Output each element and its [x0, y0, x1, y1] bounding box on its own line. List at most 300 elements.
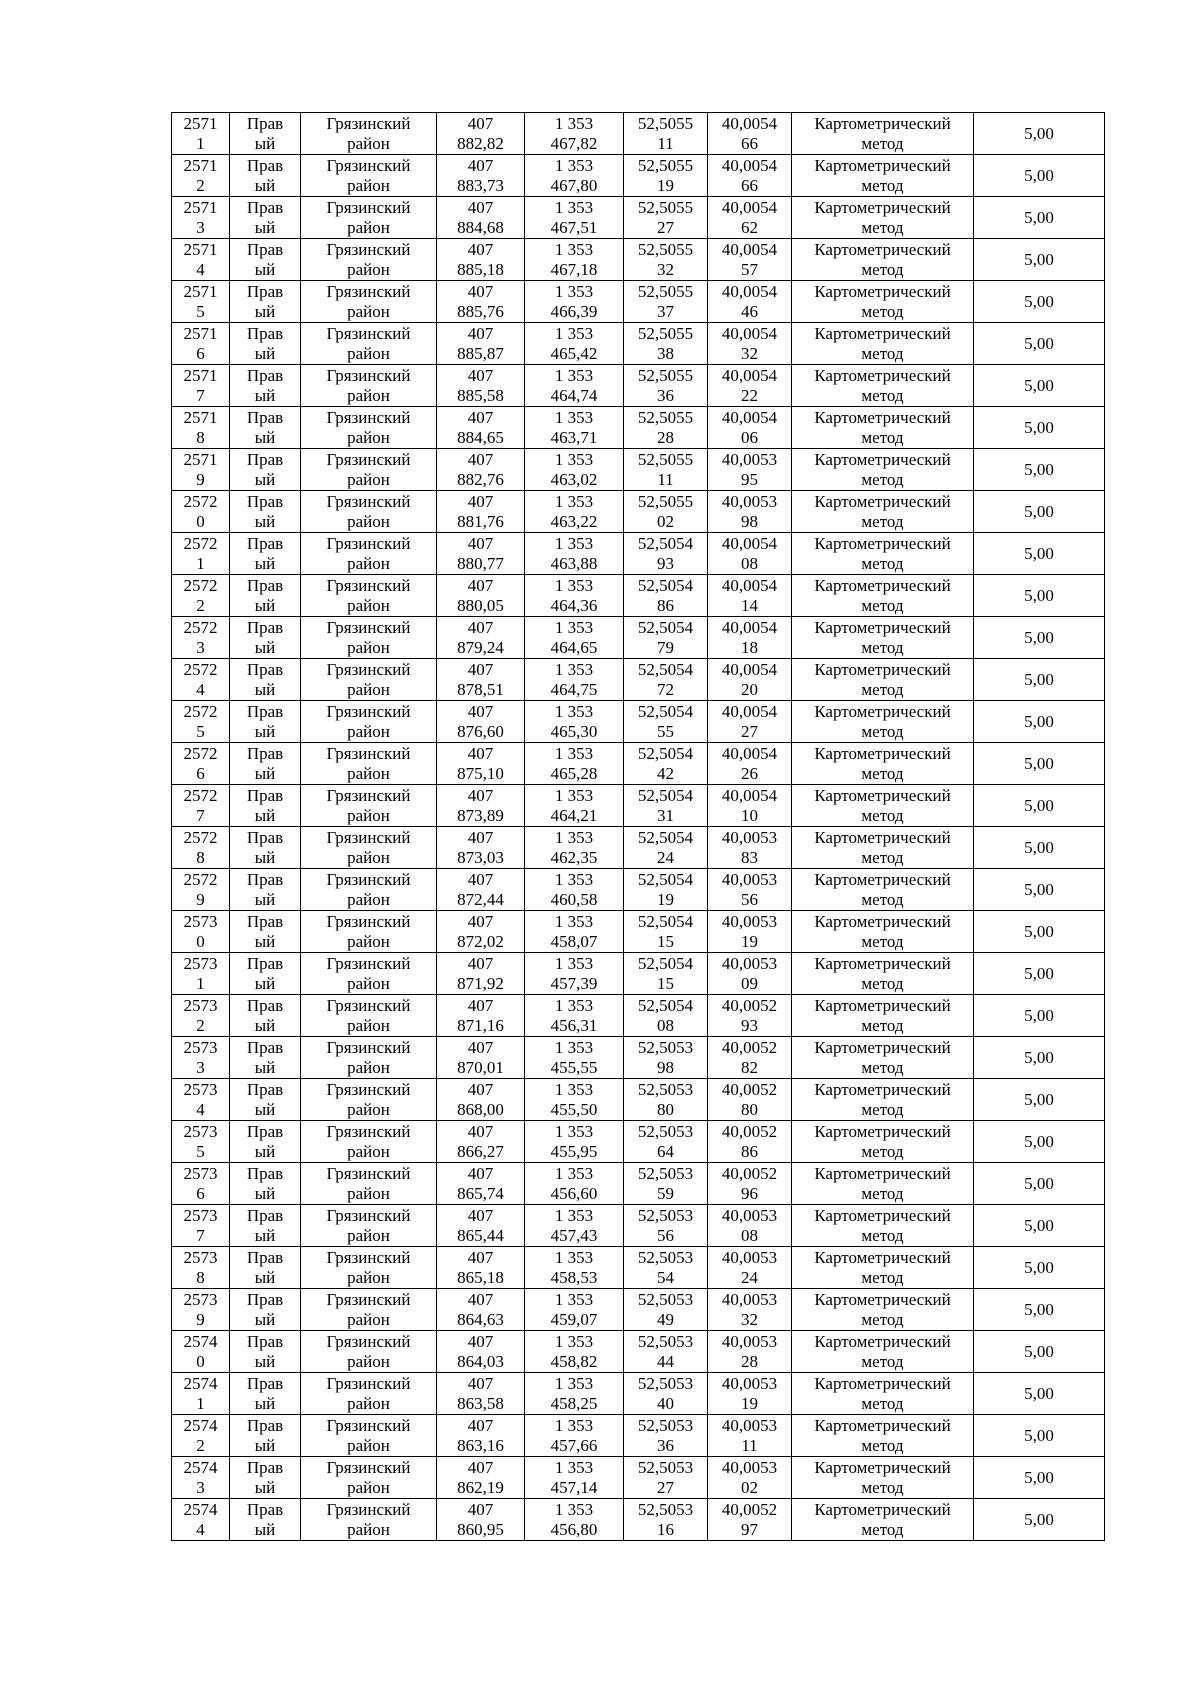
coord-y-cell-line: 457,43: [550, 1225, 598, 1245]
point-number-cell-line: 2571: [183, 113, 218, 133]
coord-x-cell-line: 870,01: [457, 1057, 504, 1077]
point-number-cell: [172, 323, 230, 365]
accuracy-cell-text: 5,00: [1024, 1005, 1054, 1025]
point-number-cell-line: 1: [196, 133, 205, 153]
accuracy-cell: [974, 1121, 1105, 1163]
coord-x-cell: [437, 113, 525, 155]
point-number-cell-line: 2572: [183, 743, 218, 763]
coord-x-cell: [437, 1163, 525, 1205]
point-number-cell: [172, 281, 230, 323]
longitude-cell: [708, 491, 792, 533]
coord-y-cell: [525, 197, 624, 239]
bank-side-cell-line: ый: [254, 1183, 276, 1203]
latitude-cell: [624, 701, 708, 743]
method-cell-line: метод: [861, 259, 904, 279]
district-cell: [301, 155, 437, 197]
bank-side-cell-line: ый: [254, 847, 276, 867]
coord-x-cell-line: 865,18: [457, 1267, 504, 1287]
district-cell: [301, 869, 437, 911]
district-cell: [301, 365, 437, 407]
point-number-cell-line: 2573: [183, 911, 218, 931]
district-cell: [301, 953, 437, 995]
latitude-cell-line: 59: [657, 1183, 674, 1203]
accuracy-cell: [974, 113, 1105, 155]
district-cell-line: Грязинский: [326, 449, 411, 469]
method-cell-line: Картометрический: [814, 911, 951, 931]
longitude-cell: [708, 1037, 792, 1079]
accuracy-cell: [974, 1289, 1105, 1331]
coord-y-cell-line: 467,80: [550, 175, 598, 195]
latitude-cell-line: 52,5055: [637, 113, 694, 133]
coord-y-cell: [525, 281, 624, 323]
point-number-cell: [172, 827, 230, 869]
coord-x-cell-line: 407: [467, 1121, 494, 1141]
method-cell-line: метод: [861, 511, 904, 531]
method-cell-line: Картометрический: [814, 995, 951, 1015]
bank-side-cell-line: ый: [254, 931, 276, 951]
district-cell-line: Грязинский: [326, 575, 411, 595]
district-cell-line: район: [347, 1519, 390, 1539]
point-number-cell-line: 2: [196, 1015, 205, 1035]
coord-y-cell-line: 1 353: [554, 155, 594, 175]
bank-side-cell-line: ый: [254, 1141, 276, 1161]
bank-side-cell: [230, 1457, 301, 1499]
district-cell-line: Грязинский: [326, 407, 411, 427]
district-cell: [301, 701, 437, 743]
coord-x-cell-line: 885,87: [457, 343, 504, 363]
point-number-cell: [172, 659, 230, 701]
method-cell-line: метод: [861, 973, 904, 993]
district-cell: [301, 1331, 437, 1373]
coord-y-cell: [525, 1205, 624, 1247]
method-cell-line: Картометрический: [814, 953, 951, 973]
district-cell-line: Грязинский: [326, 491, 411, 511]
coord-y-cell: [525, 911, 624, 953]
bank-side-cell-line: Прав: [246, 617, 284, 637]
point-number-cell-line: 5: [196, 301, 205, 321]
bank-side-cell-line: ый: [254, 595, 276, 615]
latitude-cell-line: 52,5054: [637, 743, 694, 763]
bank-side-cell: [230, 617, 301, 659]
coord-x-cell-line: 881,76: [457, 511, 504, 531]
table-row: [172, 1457, 1105, 1499]
point-number-cell-line: 2: [196, 175, 205, 195]
coord-y-cell: [525, 659, 624, 701]
method-cell-line: Картометрический: [814, 1289, 951, 1309]
method-cell-line: Картометрический: [814, 113, 951, 133]
accuracy-cell: [974, 197, 1105, 239]
latitude-cell-line: 49: [657, 1309, 674, 1329]
accuracy-cell-text: 5,00: [1024, 459, 1054, 479]
method-cell-line: метод: [861, 1393, 904, 1413]
longitude-cell-line: 40,0052: [721, 1037, 778, 1057]
point-number-cell-line: 9: [196, 889, 205, 909]
accuracy-cell-text: 5,00: [1024, 1425, 1054, 1445]
accuracy-cell: [974, 1247, 1105, 1289]
longitude-cell: [708, 659, 792, 701]
latitude-cell-line: 44: [657, 1351, 674, 1371]
coord-y-cell-line: 1 353: [554, 1121, 594, 1141]
latitude-cell-line: 42: [657, 763, 674, 783]
coord-x-cell-line: 873,89: [457, 805, 504, 825]
point-number-cell-line: 8: [196, 1267, 205, 1287]
bank-side-cell: [230, 1247, 301, 1289]
method-cell-line: Картометрический: [814, 365, 951, 385]
accuracy-cell-text: 5,00: [1024, 921, 1054, 941]
coord-x-cell-line: 868,00: [457, 1099, 504, 1119]
coord-y-cell: [525, 449, 624, 491]
coord-x-cell: [437, 197, 525, 239]
longitude-cell: [708, 827, 792, 869]
point-number-cell: [172, 869, 230, 911]
coord-y-cell: [525, 491, 624, 533]
coord-x-cell-line: 407: [467, 1415, 494, 1435]
accuracy-cell-text: 5,00: [1024, 291, 1054, 311]
coord-y-cell: [525, 869, 624, 911]
latitude-cell-line: 52,5054: [637, 575, 694, 595]
bank-side-cell: [230, 1163, 301, 1205]
bank-side-cell-line: ый: [254, 1519, 276, 1539]
method-cell-line: Картометрический: [814, 239, 951, 259]
longitude-cell-line: 40,0054: [721, 365, 778, 385]
district-cell-line: район: [347, 1477, 390, 1497]
district-cell-line: район: [347, 259, 390, 279]
longitude-cell-line: 28: [741, 1351, 758, 1371]
method-cell: [792, 785, 974, 827]
method-cell-line: Картометрический: [814, 1205, 951, 1225]
district-cell-line: Грязинский: [326, 785, 411, 805]
latitude-cell-line: 52,5054: [637, 785, 694, 805]
district-cell-line: район: [347, 385, 390, 405]
coord-x-cell-line: 872,44: [457, 889, 504, 909]
latitude-cell-line: 52,5053: [637, 1037, 694, 1057]
latitude-cell-line: 52,5053: [637, 1415, 694, 1435]
latitude-cell-line: 32: [657, 259, 674, 279]
latitude-cell: [624, 869, 708, 911]
district-cell-line: район: [347, 217, 390, 237]
bank-side-cell-line: ый: [254, 721, 276, 741]
coord-y-cell-line: 1 353: [554, 575, 594, 595]
accuracy-cell: [974, 827, 1105, 869]
coord-x-cell-line: 407: [467, 1247, 494, 1267]
bank-side-cell: [230, 1037, 301, 1079]
district-cell-line: район: [347, 1015, 390, 1035]
longitude-cell-line: 40,0053: [721, 1415, 778, 1435]
point-number-cell-line: 9: [196, 469, 205, 489]
latitude-cell-line: 15: [657, 973, 674, 993]
bank-side-cell-line: ый: [254, 1057, 276, 1077]
longitude-cell: [708, 1079, 792, 1121]
point-number-cell-line: 2573: [183, 953, 218, 973]
district-cell: [301, 113, 437, 155]
method-cell: [792, 1247, 974, 1289]
latitude-cell-line: 52,5053: [637, 1457, 694, 1477]
longitude-cell-line: 19: [741, 1393, 758, 1413]
latitude-cell: [624, 1499, 708, 1541]
method-cell: [792, 827, 974, 869]
latitude-cell: [624, 911, 708, 953]
bank-side-cell-line: Прав: [246, 1121, 284, 1141]
coord-y-cell-line: 1 353: [554, 659, 594, 679]
coord-x-cell-line: 862,19: [457, 1477, 504, 1497]
coord-x-cell: [437, 953, 525, 995]
bank-side-cell: [230, 701, 301, 743]
district-cell: [301, 1121, 437, 1163]
method-cell: [792, 1079, 974, 1121]
method-cell: [792, 743, 974, 785]
point-number-cell: [172, 533, 230, 575]
method-cell: [792, 1499, 974, 1541]
table-body: [172, 113, 1105, 1541]
longitude-cell-line: 14: [741, 595, 758, 615]
coord-x-cell: [437, 1331, 525, 1373]
longitude-cell: [708, 113, 792, 155]
bank-side-cell-line: Прав: [246, 155, 284, 175]
longitude-cell: [708, 953, 792, 995]
district-cell-line: район: [347, 1141, 390, 1161]
method-cell: [792, 113, 974, 155]
coord-y-cell-line: 1 353: [554, 239, 594, 259]
method-cell: [792, 449, 974, 491]
point-number-cell-line: 2571: [183, 407, 218, 427]
longitude-cell-line: 40,0054: [721, 239, 778, 259]
bank-side-cell: [230, 785, 301, 827]
accuracy-cell: [974, 1415, 1105, 1457]
coord-x-cell-line: 407: [467, 953, 494, 973]
bank-side-cell-line: ый: [254, 301, 276, 321]
bank-side-cell-line: Прав: [246, 1289, 284, 1309]
method-cell-line: Картометрический: [814, 281, 951, 301]
table-row: [172, 701, 1105, 743]
accuracy-cell-text: 5,00: [1024, 249, 1054, 269]
table-row: [172, 281, 1105, 323]
coord-y-cell-line: 1 353: [554, 1289, 594, 1309]
district-cell: [301, 1163, 437, 1205]
district-cell-line: Грязинский: [326, 659, 411, 679]
accuracy-cell: [974, 1499, 1105, 1541]
district-cell-line: Грязинский: [326, 1331, 411, 1351]
latitude-cell-line: 52,5053: [637, 1247, 694, 1267]
longitude-cell-line: 02: [741, 1477, 758, 1497]
coord-x-cell: [437, 491, 525, 533]
table-row: [172, 953, 1105, 995]
method-cell-line: метод: [861, 217, 904, 237]
bank-side-cell: [230, 995, 301, 1037]
point-number-cell: [172, 197, 230, 239]
coord-y-cell-line: 455,50: [550, 1099, 598, 1119]
district-cell-line: Грязинский: [326, 323, 411, 343]
longitude-cell-line: 40,0052: [721, 1079, 778, 1099]
method-cell: [792, 869, 974, 911]
method-cell-line: Картометрический: [814, 1121, 951, 1141]
point-number-cell: [172, 491, 230, 533]
point-number-cell-line: 2571: [183, 239, 218, 259]
point-number-cell: [172, 1457, 230, 1499]
point-number-cell-line: 7: [196, 1225, 205, 1245]
accuracy-cell: [974, 449, 1105, 491]
bank-side-cell: [230, 575, 301, 617]
latitude-cell: [624, 1163, 708, 1205]
coord-x-cell-line: 407: [467, 617, 494, 637]
longitude-cell: [708, 1247, 792, 1289]
longitude-cell-line: 97: [741, 1519, 758, 1539]
district-cell-line: район: [347, 427, 390, 447]
latitude-cell: [624, 659, 708, 701]
coord-y-cell-line: 1 353: [554, 701, 594, 721]
method-cell-line: Картометрический: [814, 659, 951, 679]
longitude-cell-line: 40,0054: [721, 281, 778, 301]
bank-side-cell-line: ый: [254, 217, 276, 237]
coord-y-cell-line: 1 353: [554, 1373, 594, 1393]
coord-x-cell-line: 860,95: [457, 1519, 504, 1539]
bank-side-cell: [230, 1331, 301, 1373]
accuracy-cell-text: 5,00: [1024, 1383, 1054, 1403]
bank-side-cell-line: Прав: [246, 1163, 284, 1183]
coord-y-cell: [525, 1289, 624, 1331]
point-number-cell-line: 2573: [183, 1205, 218, 1225]
point-number-cell: [172, 1121, 230, 1163]
method-cell-line: метод: [861, 721, 904, 741]
latitude-cell-line: 19: [657, 175, 674, 195]
latitude-cell-line: 28: [657, 427, 674, 447]
method-cell-line: метод: [861, 469, 904, 489]
coord-x-cell-line: 865,44: [457, 1225, 504, 1245]
point-number-cell-line: 3: [196, 217, 205, 237]
point-number-cell-line: 7: [196, 385, 205, 405]
district-cell: [301, 281, 437, 323]
method-cell-line: метод: [861, 637, 904, 657]
method-cell-line: метод: [861, 1435, 904, 1455]
point-number-cell-line: 2573: [183, 1163, 218, 1183]
coord-x-cell-line: 880,05: [457, 595, 504, 615]
longitude-cell: [708, 533, 792, 575]
latitude-cell: [624, 365, 708, 407]
coord-x-cell-line: 407: [467, 1373, 494, 1393]
longitude-cell: [708, 1415, 792, 1457]
coord-x-cell-line: 885,18: [457, 259, 504, 279]
point-number-cell: [172, 995, 230, 1037]
coordinates-table: [171, 112, 1105, 1541]
latitude-cell-line: 52,5053: [637, 1079, 694, 1099]
latitude-cell: [624, 1037, 708, 1079]
longitude-cell: [708, 617, 792, 659]
method-cell-line: Картометрический: [814, 701, 951, 721]
district-cell: [301, 617, 437, 659]
bank-side-cell-line: Прав: [246, 911, 284, 931]
point-number-cell-line: 0: [196, 1351, 205, 1371]
longitude-cell-line: 09: [741, 973, 758, 993]
bank-side-cell-line: ый: [254, 973, 276, 993]
longitude-cell-line: 40,0054: [721, 785, 778, 805]
point-number-cell-line: 3: [196, 1477, 205, 1497]
longitude-cell-line: 40,0053: [721, 911, 778, 931]
coord-y-cell-line: 464,75: [550, 679, 598, 699]
bank-side-cell-line: Прав: [246, 407, 284, 427]
coord-x-cell: [437, 1373, 525, 1415]
method-cell: [792, 281, 974, 323]
latitude-cell: [624, 449, 708, 491]
bank-side-cell-line: Прав: [246, 659, 284, 679]
district-cell-line: Грязинский: [326, 1499, 411, 1519]
bank-side-cell-line: Прав: [246, 281, 284, 301]
table-row: [172, 239, 1105, 281]
bank-side-cell-line: Прав: [246, 1331, 284, 1351]
method-cell-line: метод: [861, 889, 904, 909]
district-cell: [301, 1205, 437, 1247]
coord-x-cell-line: 864,03: [457, 1351, 504, 1371]
bank-side-cell-line: ый: [254, 259, 276, 279]
coord-y-cell-line: 1 353: [554, 743, 594, 763]
bank-side-cell-line: Прав: [246, 1205, 284, 1225]
district-cell: [301, 407, 437, 449]
latitude-cell-line: 36: [657, 385, 674, 405]
accuracy-cell: [974, 491, 1105, 533]
district-cell-line: Грязинский: [326, 155, 411, 175]
coord-y-cell-line: 462,35: [550, 847, 598, 867]
accuracy-cell: [974, 1457, 1105, 1499]
bank-side-cell-line: Прав: [246, 743, 284, 763]
coord-x-cell-line: 407: [467, 827, 494, 847]
longitude-cell: [708, 281, 792, 323]
method-cell-line: метод: [861, 1309, 904, 1329]
district-cell-line: Грязинский: [326, 197, 411, 217]
district-cell-line: Грязинский: [326, 1373, 411, 1393]
accuracy-cell: [974, 785, 1105, 827]
accuracy-cell-text: 5,00: [1024, 837, 1054, 857]
table-row: [172, 1373, 1105, 1415]
table-row: [172, 1163, 1105, 1205]
point-number-cell-line: 2572: [183, 659, 218, 679]
point-number-cell-line: 6: [196, 343, 205, 363]
longitude-cell: [708, 449, 792, 491]
latitude-cell-line: 86: [657, 595, 674, 615]
accuracy-cell: [974, 575, 1105, 617]
coord-y-cell-line: 1 353: [554, 785, 594, 805]
coord-y-cell: [525, 701, 624, 743]
method-cell-line: Картометрический: [814, 1499, 951, 1519]
latitude-cell: [624, 1247, 708, 1289]
latitude-cell-line: 52,5053: [637, 1499, 694, 1519]
method-cell: [792, 617, 974, 659]
accuracy-cell: [974, 953, 1105, 995]
coord-y-cell-line: 464,65: [550, 637, 598, 657]
district-cell-line: район: [347, 1435, 390, 1455]
point-number-cell-line: 8: [196, 427, 205, 447]
longitude-cell-line: 40,0052: [721, 995, 778, 1015]
method-cell: [792, 701, 974, 743]
table-row: [172, 407, 1105, 449]
coord-y-cell-line: 1 353: [554, 113, 594, 133]
latitude-cell-line: 19: [657, 889, 674, 909]
coord-x-cell-line: 880,77: [457, 553, 504, 573]
bank-side-cell-line: Прав: [246, 827, 284, 847]
bank-side-cell: [230, 239, 301, 281]
district-cell-line: Грязинский: [326, 911, 411, 931]
bank-side-cell-line: Прав: [246, 575, 284, 595]
latitude-cell: [624, 953, 708, 995]
coord-y-cell-line: 1 353: [554, 197, 594, 217]
point-number-cell: [172, 575, 230, 617]
accuracy-cell-text: 5,00: [1024, 1215, 1054, 1235]
accuracy-cell-text: 5,00: [1024, 501, 1054, 521]
point-number-cell-line: 2573: [183, 995, 218, 1015]
longitude-cell-line: 40,0053: [721, 827, 778, 847]
district-cell: [301, 1415, 437, 1457]
latitude-cell: [624, 1121, 708, 1163]
latitude-cell-line: 55: [657, 721, 674, 741]
point-number-cell-line: 4: [196, 259, 205, 279]
method-cell-line: Картометрический: [814, 1331, 951, 1351]
